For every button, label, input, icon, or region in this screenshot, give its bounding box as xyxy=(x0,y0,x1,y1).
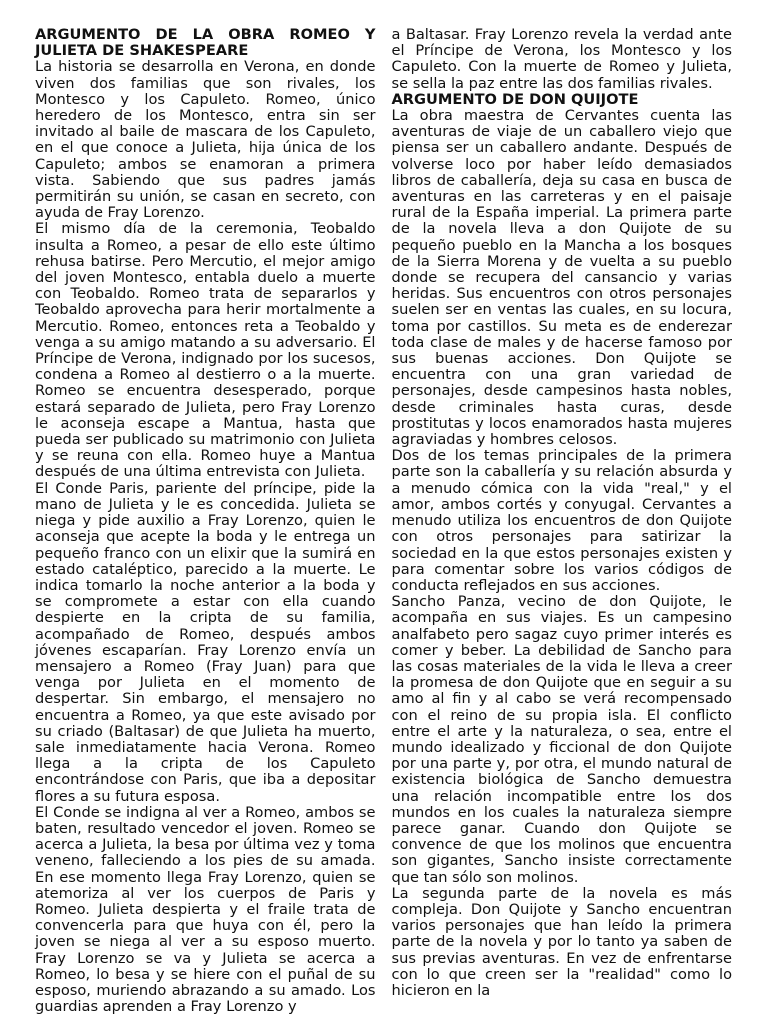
paragraph: La segunda parte de la novela es más compleja. Don Quijote y Sancho encuentran varios personajes que han leído la primera parte de la novela y por lo tanto ya saben de sus previas aventuras. En vez de enfrentarse con lo que creen ser la "realidad" como lo hicieron en la xyxy=(391,884,732,999)
paragraph: La historia se desarrolla en Verona, en donde viven dos familias que son rivales, los Montesco y los Capuleto. Romeo, único heredero de los Montesco, entra sin ser invitado al baile de mascara de los Capuleto, en el que conoce a Julieta, hija única de los Capuleto; ambos se enamoran a primera vista. Sabiendo que sus padres jamás permitirán su unión, se casan en secreto, con ayuda de Fray Lorenzo. xyxy=(35,58,376,222)
paragraph-continuation: a Baltasar. Fray Lorenzo revela la verdad ante el Príncipe de Verona, los Montesco y los Capuleto. Con la muerte de Romeo y Julieta, se sella la paz entre las dos familias rivales. xyxy=(391,26,732,92)
romeo-julieta-title: ARGUMENTO DE LA OBRA ROMEO Y JULIETA DE SHAKESPEARE xyxy=(35,26,376,60)
don-quijote-title: ARGUMENTO DE DON QUIJOTE xyxy=(391,90,639,108)
paragraph: La obra maestra de Cervantes cuenta las aventuras de viaje de un caballero viejo que piensa ser un caballero andante. Después de volverse loco por haber leído demasiados libros de caballería, deja su casa en busca de aventuras en las carreteras y en el paisaje rural de la España imperial. La primera parte de la novela lleva a don Quijote de su pequeño pueblo en la Mancha a los bosques de la Sierra Morena y de vuelta a su pueblo donde se recupera del cansancio y varias heridas. Sus encuentros con otros personajes suelen ser en ventas las cuales, en su locura, toma por castillos. Su meta es de enderezar toda clase de males y de hacerse famoso por sus buenas acciones. Don Quijote se encuentra con una gran variedad de personajes, desde campesinos hasta nobles, desde criminales hasta curas, desde prostitutas y locos enamorados hasta mujeres agraviadas y hombres celosos. xyxy=(391,107,732,449)
paragraph: Sancho Panza, vecino de don Quijote, le acompaña en sus viajes. Es un campesino analfabeto pero sagaz cuyo primer interés es comer y beber. La debilidad de Sancho para las cosas materiales de la vida le lleva a creer la promesa de don Quijote que en seguir a su amo al fin y al cabo se verá recompensado con el reino de su propia isla. El conflicto entre el arte y la naturaleza, o sea, entre el mundo idealizado y ficcional de don Quijote por una parte y, por otra, el mundo natural de existencia biológica de Sancho demuestra una relación incompatible entre los dos mundos en los cuales la naturaleza siempre parece ganar. Cuando don Quijote se convence de que los molinos que encuentra son gigantes, Sancho insiste correctamente que tan sólo son molinos. xyxy=(391,593,732,886)
paragraph: El Conde Paris, pariente del príncipe, pide la mano de Julieta y le es concedida. Julieta se niega y pide auxilio a Fray Lorenzo, quien le aconseja que acepte la boda y le entrega un pequeño franco con un elixir que la sumirá en estado cataléptico, parecido a la muerte. Le indica tomarlo la noche anterior a la boda y se compromete a estar con ella cuando despierte en la cripta de su familia, acompañado de Romeo, después ambos jóvenes escaparían. Fray Lorenzo envía un mensajero a Romeo (Fray Juan) para que venga por Julieta en el momento de despertar. Sin embargo, el mensajero no encuentra a Romeo, ya que este avisado por su criado (Baltasar) de que Julieta ha muerto, sale inmediatamente hacia Verona. Romeo llega a la cripta de los Capuleto encontrándose con Paris, que iba a depositar flores a su futura esposa. xyxy=(35,479,376,805)
paragraph: El Conde se indigna al ver a Romeo, ambos se baten, resultado vencedor el joven. Romeo se acerca a Julieta, la besa por última vez y toma veneno, falleciendo a los pies de su amada. En ese momento llega Fray Lorenzo, quien se atemoriza al ver los cuerpos de Paris y Romeo. Julieta despierta y el fraile trata de convencerla para que huya con él, pero la joven se niega al ver a su esposo muerto. Fray Lorenzo se va y Julieta se acerca a Romeo, lo besa y se hiere con el puñal de su esposo, muriendo abrazando a su amado. Los guardias aprenden a Fray Lorenzo y xyxy=(35,803,376,1016)
right-column xyxy=(392,27,733,1024)
paragraph: El mismo día de la ceremonia, Teobaldo insulta a Romeo, a pesar de ello este último rehusa batirse. Pero Mercutio, el mejor amigo del joven Montesco, entabla duelo a muerte con Teobaldo. Romeo trata de separarlos y Teobaldo aprovecha para herir mortalmente a Mercutio. Romeo, entonces reta a Teobaldo y venga a su amigo matando a su adversario. El Príncipe de Verona, indignado por los sucesos, condena a Romeo al destierro o a la muerte. Romeo se encuentra desesperado, porque estará separado de Julieta, pero Fray Lorenzo le aconseja escape a Mantua, hasta que pueda ser publicado su matrimonio con Julieta y se reuna con ella. Romeo huye a Mantua después de una última entrevista con Julieta. xyxy=(35,220,376,481)
left-column xyxy=(35,27,376,1024)
paragraph: Dos de los temas principales de la primera parte son la caballería y su relación absurda y a menudo cómica con la vida "real," y el amor, ambos cortés y conyugal. Cervantes a menudo utiliza los encuentros de don Quijote con otros personajes para satirizar la sociedad en la que estos personajes existen y para comentar sobre los varios códigos de conducta reflejados en sus acciones. xyxy=(391,447,732,594)
